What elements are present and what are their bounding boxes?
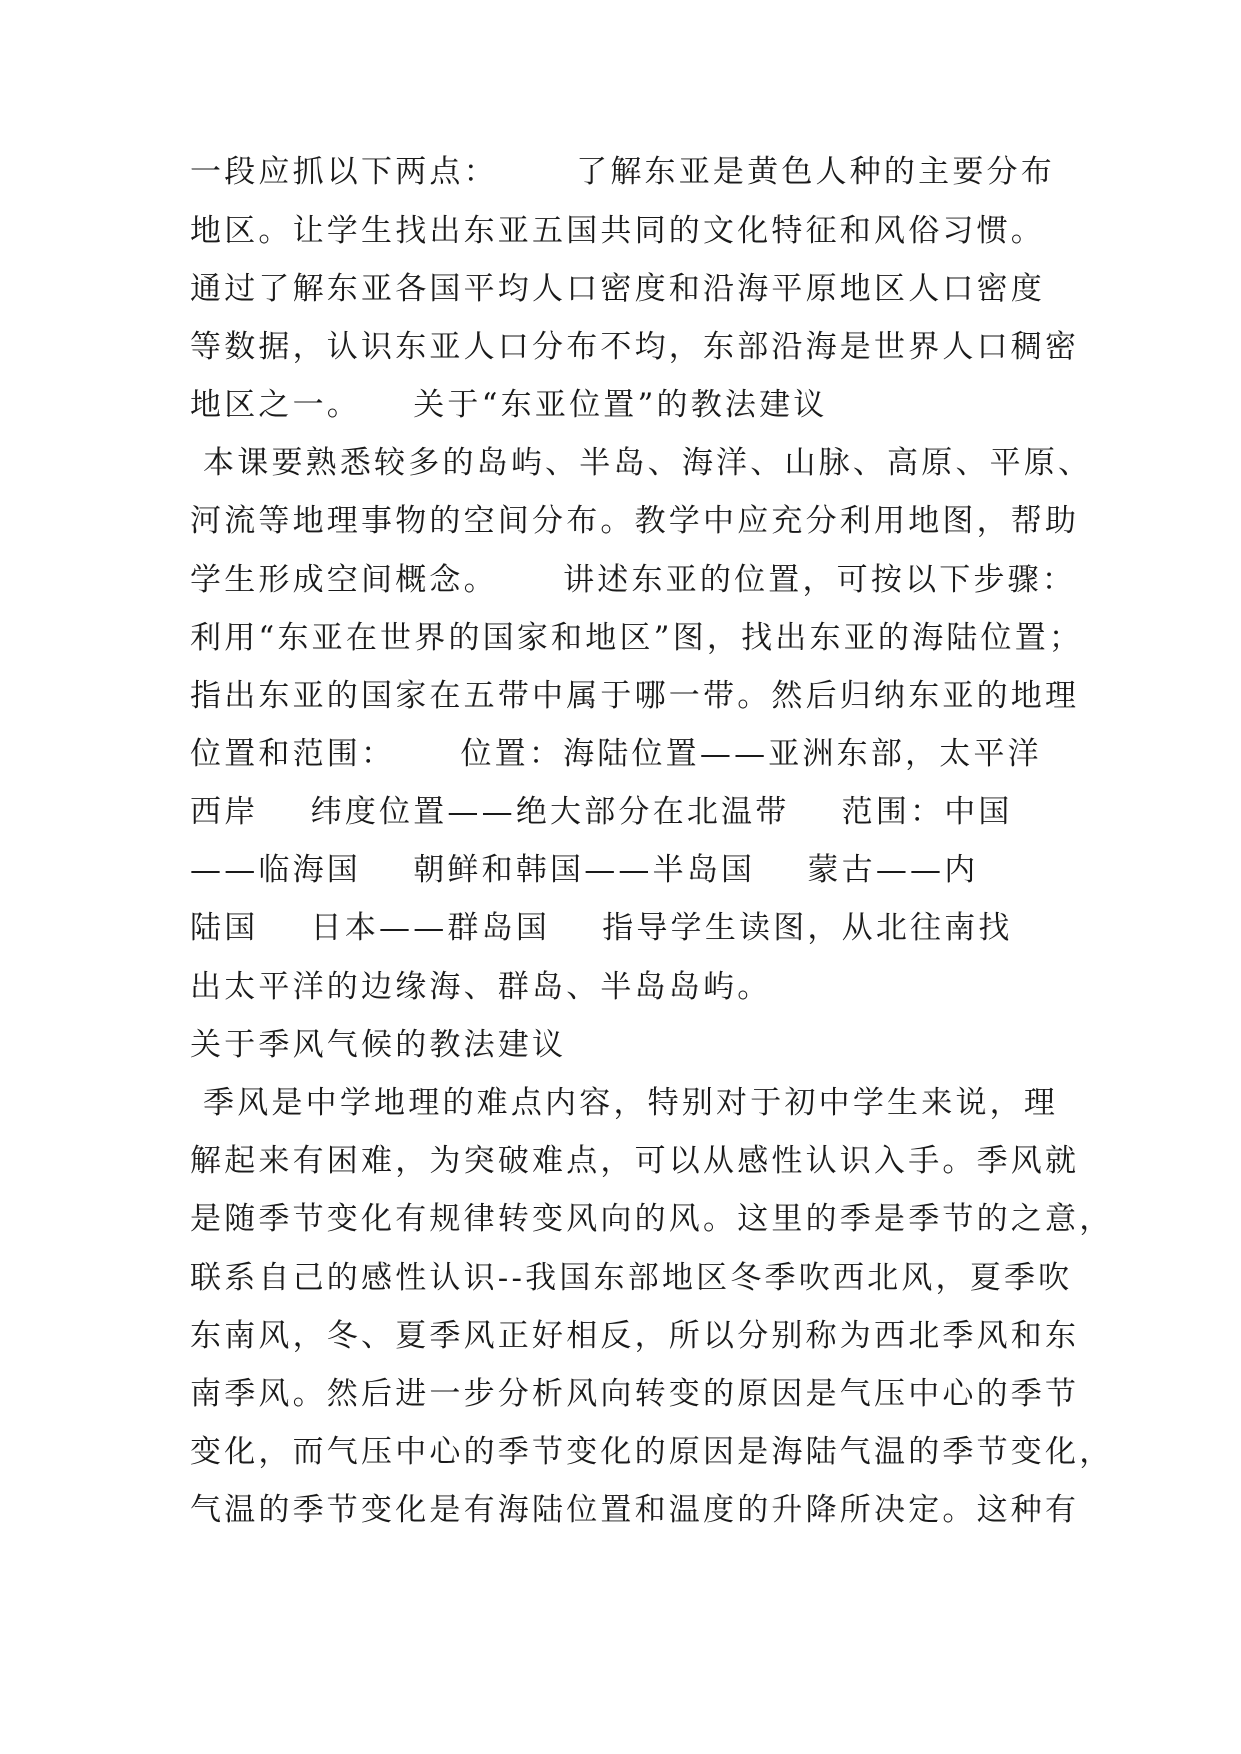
text-line-2: 地区。让学生找出东亚五国共同的文化特征和风俗习惯。	[190, 213, 1045, 249]
text-line-12: 西岸 纬度位置——绝大部分在北温带 范围：中国	[190, 794, 1013, 830]
text-line-24: 气温的季节变化是有海陆位置和温度的升降所决定。这种有	[190, 1492, 1080, 1528]
text-line-8: 学生形成空间概念。 讲述东亚的位置，可按以下步骤：	[190, 562, 1077, 598]
text-line-14: 陆国 日本——群岛国 指导学生读图，从北往南找	[190, 910, 1013, 946]
text-line-19: 是随季节变化有规律转变风向的风。这里的季是季节的之意，	[190, 1201, 1114, 1237]
text-line-5: 地区之一。 关于“东亚位置”的教法建议	[190, 387, 828, 423]
text-line-4: 等数据，认识东亚人口分布不均，东部沿海是世界人口稠密	[190, 329, 1080, 365]
text-line-9: 利用“东亚在世界的国家和地区”图，找出东亚的海陆位置；	[190, 620, 1084, 656]
text-line-10: 指出东亚的国家在五带中属于哪一带。然后归纳东亚的地理	[190, 678, 1080, 714]
text-line-7: 河流等地理事物的空间分布。教学中应充分利用地图，帮助	[190, 503, 1080, 539]
text-line-18: 解起来有困难，为突破难点，可以从感性认识入手。季风就	[190, 1143, 1080, 1179]
text-line-17: 季风是中学地理的难点内容，特别对于初中学生来说，理	[190, 1085, 1059, 1121]
text-line-23: 变化，而气压中心的季节变化的原因是海陆气温的季节变化，	[190, 1434, 1114, 1470]
text-line-6: 本课要熟悉较多的岛屿、半岛、海洋、山脉、高原、平原、	[190, 445, 1093, 481]
text-line-13: ——临海国 朝鲜和韩国——半岛国 蒙古——内	[190, 852, 979, 888]
text-line-22: 南季风。然后进一步分析风向转变的原因是气压中心的季节	[190, 1376, 1080, 1412]
text-line-3: 通过了解东亚各国平均人口密度和沿海平原地区人口密度	[190, 271, 1045, 307]
text-line-1: 一段应抓以下两点： 了解东亚是黄色人种的主要分布	[190, 154, 1055, 190]
text-line-11: 位置和范围： 位置：海陆位置——亚洲东部，太平洋	[190, 736, 1042, 772]
text-line-15: 出太平洋的边缘海、群岛、半岛岛屿。	[190, 969, 772, 1005]
text-line-20: 联系自己的感性认识--我国东部地区冬季吹西北风，夏季吹	[190, 1260, 1073, 1296]
section-heading: 关于季风气候的教法建议	[190, 1027, 567, 1063]
text-line-21: 东南风，冬、夏季风正好相反，所以分别称为西北季风和东	[190, 1318, 1080, 1354]
